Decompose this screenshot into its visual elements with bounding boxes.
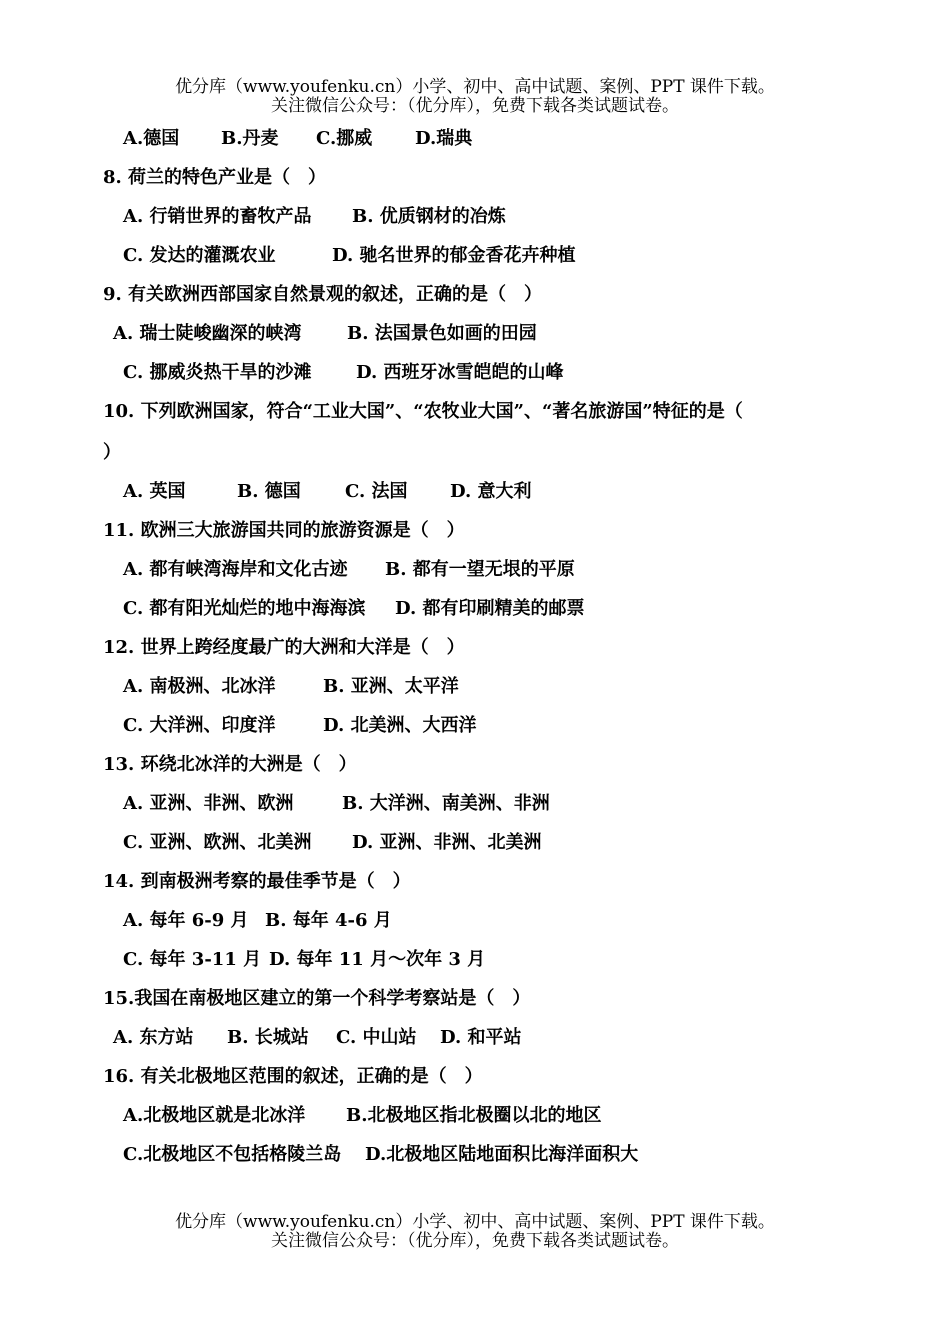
- q12-option-c: C. 大洋洲、印度洋: [123, 715, 276, 736]
- q16-option-c: C.北极地区不包括格陵兰岛: [123, 1144, 342, 1165]
- q16-option-d: D.北极地区陆地面积比海洋面积大: [365, 1144, 639, 1165]
- q8-option-b: B. 优质钢材的冶炼: [352, 206, 506, 227]
- q9-stem: 9. 有关欧洲西部国家自然景观的叙述，正确的是（ ）: [103, 284, 543, 305]
- q15-option-a: A. 东方站: [113, 1027, 194, 1048]
- q7-option-a: A.德国: [123, 128, 180, 149]
- q12-stem: 12. 世界上跨经度最广的大洲和大洋是（ ）: [103, 637, 465, 658]
- page-header: [0, 78, 950, 116]
- q11-option-c: C. 都有阳光灿烂的地中海海滨: [123, 598, 366, 619]
- q11-option-a: A. 都有峡湾海岸和文化古迹: [123, 559, 348, 580]
- q16-option-b: B.北极地区指北极圈以北的地区: [346, 1105, 602, 1126]
- q11-stem: 11. 欧洲三大旅游国共同的旅游资源是（ ）: [103, 520, 465, 541]
- q13-option-c: C. 亚洲、欧洲、北美洲: [123, 832, 312, 853]
- q13-option-d: D. 亚洲、非洲、北美洲: [352, 832, 542, 853]
- q12-option-b: B. 亚洲、太平洋: [323, 676, 459, 697]
- q16-stem: 16. 有关北极地区范围的叙述，正确的是（ ）: [103, 1066, 483, 1087]
- q13-stem: 13. 环绕北冰洋的大洲是（ ）: [103, 754, 357, 775]
- q14-option-c: C. 每年 3-11 月: [123, 949, 262, 970]
- q8-stem: 8. 荷兰的特色产业是（ ）: [103, 167, 327, 188]
- q15-option-d: D. 和平站: [440, 1027, 522, 1048]
- q7-option-d: D.瑞典: [415, 128, 473, 149]
- q12-option-a: A. 南极洲、北冰洋: [123, 676, 276, 697]
- q9-option-d: D. 西班牙冰雪皑皑的山峰: [356, 362, 564, 383]
- q14-stem: 14. 到南极洲考察的最佳季节是（ ）: [103, 871, 411, 892]
- q15-option-c: C. 中山站: [336, 1027, 417, 1048]
- q9-option-b: B. 法国景色如画的田园: [347, 323, 537, 344]
- q9-option-c: C. 挪威炎热干旱的沙滩: [123, 362, 312, 383]
- q8-option-d: D. 驰名世界的郁金香花卉种植: [332, 245, 576, 266]
- q7-option-c: C.挪威: [316, 128, 373, 149]
- q11-option-d: D. 都有印刷精美的邮票: [395, 598, 585, 619]
- q14-option-b: B. 每年 4-6 月: [265, 910, 392, 931]
- q10-stem: 10. 下列欧洲国家，符合“工业大国”、“农牧业大国”、“著名旅游国”特征的是（: [103, 401, 743, 422]
- q7-option-b: B.丹麦: [221, 128, 279, 149]
- q14-option-a: A. 每年 6-9 月: [123, 910, 249, 931]
- footer-line-2: 关注微信公众号：（优分库），免费下载各类试题试卷。: [271, 1231, 679, 1251]
- q16-option-a: A.北极地区就是北冰洋: [123, 1105, 306, 1126]
- q9-option-a: A. 瑞士陡峻幽深的峡湾: [113, 323, 302, 344]
- q10-stem-continuation: ）: [103, 442, 121, 463]
- q10-option-a: A. 英国: [123, 481, 186, 502]
- q13-option-b: B. 大洋洲、南美洲、非洲: [342, 793, 550, 814]
- q13-option-a: A. 亚洲、非洲、欧洲: [123, 793, 294, 814]
- header-line-1: 优分库（www.youfenku.cn）小学、初中、高中试题、案例、PPT 课件下载。: [175, 77, 775, 97]
- q10-option-d: D. 意大利: [450, 481, 532, 502]
- q8-option-c: C. 发达的灌溉农业: [123, 245, 276, 266]
- q8-option-a: A. 行销世界的畜牧产品: [123, 206, 312, 227]
- q12-option-d: D. 北美洲、大西洋: [323, 715, 477, 736]
- q10-option-c: C. 法国: [345, 481, 408, 502]
- q15-option-b: B. 长城站: [227, 1027, 309, 1048]
- q15-stem: 15.我国在南极地区建立的第一个科学考察站是（ ）: [103, 988, 531, 1009]
- q14-option-d: D. 每年 11 月～次年 3 月: [269, 949, 486, 970]
- footer-line-1: 优分库（www.youfenku.cn）小学、初中、高中试题、案例、PPT 课件下载。: [175, 1212, 775, 1232]
- page-footer: [0, 1213, 950, 1251]
- q11-option-b: B. 都有一望无垠的平原: [385, 559, 575, 580]
- q10-option-b: B. 德国: [237, 481, 301, 502]
- header-line-2: 关注微信公众号：（优分库），免费下载各类试题试卷。: [271, 96, 679, 116]
